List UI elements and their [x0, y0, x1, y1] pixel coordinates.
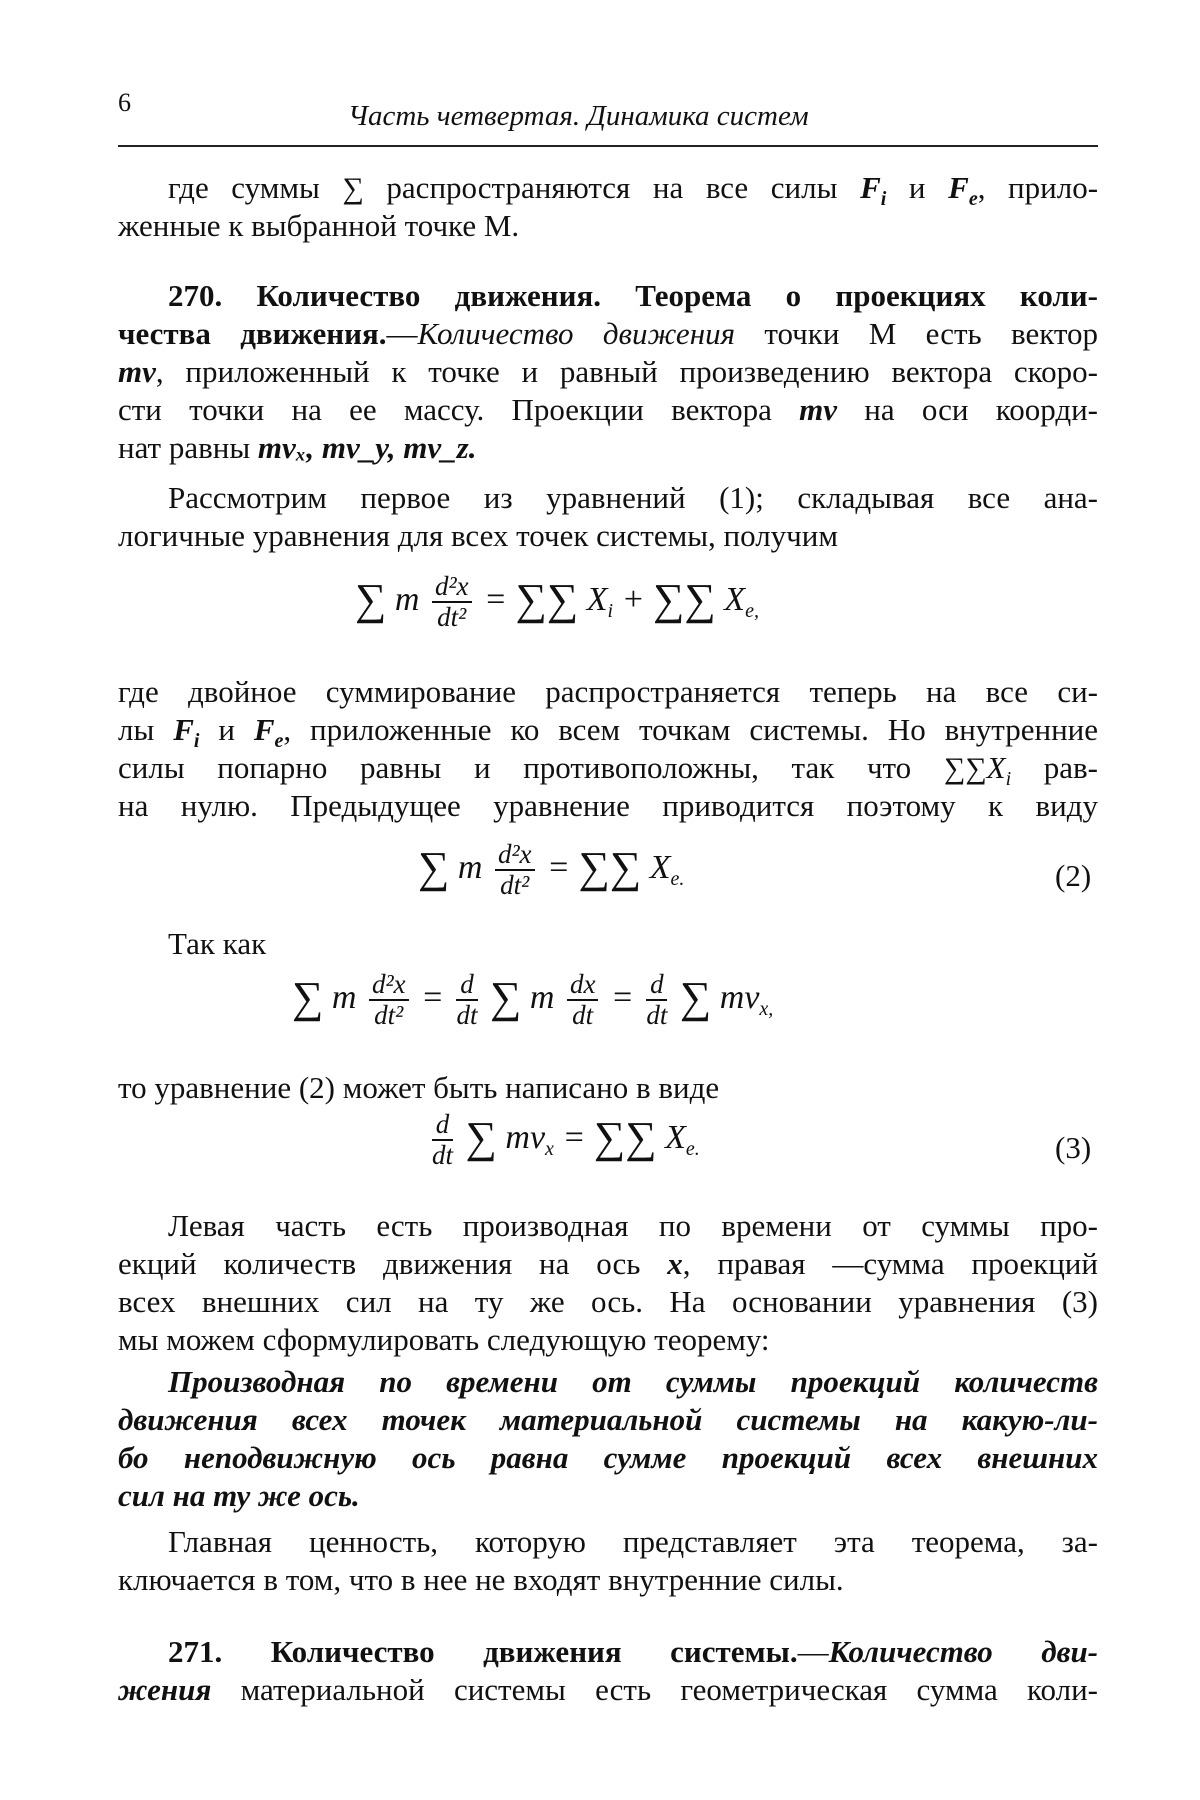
numerator: d²x: [369, 970, 409, 1000]
numerator: d: [432, 1110, 453, 1140]
denominator: dt: [432, 1139, 454, 1170]
symbol: F: [860, 170, 881, 205]
equation-3: [428, 1108, 700, 1198]
force-fe: [253, 712, 284, 752]
sum-symbol: ∑: [578, 843, 610, 892]
subscript: i: [607, 600, 614, 622]
sum-symbol: ∑: [653, 575, 685, 624]
sum-symbol: ∑: [679, 973, 712, 1022]
symbol: m: [394, 581, 420, 618]
text-span: —: [386, 316, 418, 351]
symbol: X: [986, 750, 1006, 785]
symbol: X: [665, 1119, 686, 1156]
text-line: [118, 356, 1098, 387]
equation-2: [418, 838, 684, 928]
text-span: где суммы: [168, 170, 320, 205]
theorem-line: движения всех точек материальной системы на какую-ли-: [118, 1402, 1098, 1437]
subscript: e.: [685, 1138, 700, 1160]
text-span: —: [797, 1634, 829, 1669]
denominator: dt: [572, 999, 594, 1030]
fraction: [646, 970, 667, 1030]
text-span: силы попарно равны и противоположны, так что: [118, 750, 912, 785]
equation-identity: [292, 968, 773, 1058]
numerator: dx: [567, 970, 598, 1000]
text-span: Количество движения: [417, 316, 735, 351]
text-line: [118, 714, 1098, 751]
sum-symbol: ∑: [490, 973, 522, 1022]
symbol: =: [547, 849, 570, 886]
force-fi: [173, 712, 200, 752]
denominator: dt: [456, 999, 478, 1030]
force-fi: [860, 170, 887, 210]
text-line: Левая часть есть производная по времени от суммы про-: [168, 1208, 1098, 1243]
sum-symbol: ∑: [355, 575, 387, 624]
symbol: X: [724, 581, 746, 618]
header-rule: [118, 145, 1098, 147]
text-line: то уравнение (2) может быть написано в виде: [118, 1070, 720, 1105]
sum-symbol: ∑: [465, 1113, 497, 1162]
subscript: e,: [745, 600, 759, 622]
sum-symbol: ∑: [625, 1113, 657, 1162]
text-line: логичные уравнения для всех точек системы, получим: [118, 518, 838, 553]
text-line: женные к выбранной точке М.: [118, 208, 520, 243]
text-span: екций количеств движения на ось: [118, 1246, 641, 1281]
section-270-title: 270. Количество движения. Теорема о проекциях коли-: [168, 278, 1098, 313]
projections: mvₓ, mv_y, mv_z.: [257, 430, 477, 465]
vector-mv: mv: [118, 354, 156, 389]
text-span: , приложенные ко всем точкам системы. Но внутренние: [283, 712, 1099, 747]
sum-symbol: ∑: [943, 752, 966, 785]
fraction: [369, 970, 409, 1030]
numerator: d²x: [495, 840, 535, 870]
subscript: e: [274, 730, 284, 752]
denominator: dt²: [374, 999, 404, 1030]
numerator: d²x: [432, 572, 472, 602]
text-span: и: [218, 712, 235, 747]
equation-sum: [355, 570, 759, 660]
symbol: =: [484, 581, 507, 618]
running-title: Часть четвертая. Динамика систем: [348, 100, 809, 132]
sum-symbol: ∑: [609, 843, 642, 892]
subscript: i: [1005, 768, 1012, 790]
symbol: mv: [505, 1119, 546, 1156]
theorem-line: сил на ту же ось.: [118, 1478, 360, 1513]
fraction: [495, 840, 535, 900]
theorem-line: Производная по времени от суммы проекций количеств: [168, 1364, 1098, 1399]
text-span: сти точки на ее массу. Проекции вектора: [118, 392, 772, 427]
text-span: жения: [118, 1672, 212, 1707]
symbol: mv: [719, 979, 760, 1016]
symbol: X: [586, 581, 608, 618]
symbol: X: [649, 849, 671, 886]
text-line: Рассмотрим первое из уравнений (1); складывая все ана-: [168, 480, 1098, 515]
text-line: [168, 172, 1098, 209]
text-line: [118, 1248, 1098, 1279]
symbol: m: [529, 979, 555, 1016]
subscript: x: [545, 1138, 554, 1160]
text-line: [118, 432, 477, 463]
symbol: F: [948, 170, 969, 205]
text-line: мы можем сформулировать следующую теорему:: [118, 1322, 770, 1357]
symbol: m: [331, 979, 357, 1016]
sum-symbol: ∑: [546, 575, 579, 624]
text-line: [118, 752, 1098, 789]
symbol: m: [457, 849, 483, 886]
text-span: материальной системы есть геометрическая сумма коли-: [211, 1672, 1098, 1707]
double-sum-xi: [943, 750, 1012, 790]
text-line: [118, 394, 1098, 425]
vector-mv: mv: [799, 392, 838, 427]
page-header: [118, 88, 1098, 138]
subscript: e.: [670, 868, 685, 890]
equation-number-3: (3): [1055, 1130, 1092, 1165]
denominator: dt²: [500, 869, 530, 900]
text-line: всех внешних сил на ту же ось. На основании уравнения (3): [118, 1284, 1098, 1319]
numerator: d: [456, 970, 477, 1000]
text-span: лы: [118, 712, 155, 747]
equation-number-2: (2): [1055, 858, 1092, 893]
text-line: Так как: [168, 926, 267, 961]
denominator: dt: [646, 999, 668, 1030]
text-span: , прило-: [977, 170, 1099, 205]
sum-symbol: ∑: [593, 1113, 626, 1162]
text-span: Количество дви-: [828, 1634, 1099, 1669]
text-line: [118, 1674, 1098, 1705]
sum-symbol: ∑: [342, 172, 364, 205]
page-number: 6: [118, 88, 131, 117]
text-line: на нулю. Предыдущее уравнение приводится поэтому к виду: [118, 788, 1098, 823]
sum-symbol: ∑: [965, 752, 987, 785]
text-span: 271. Количество движения системы.: [168, 1634, 798, 1669]
subscript: i: [193, 730, 200, 752]
fraction: [456, 970, 477, 1030]
sum-symbol: ∑: [515, 575, 547, 624]
fraction: [432, 1110, 453, 1170]
axis-x: x: [667, 1246, 683, 1281]
symbol: F: [253, 712, 275, 747]
force-fe: [948, 170, 978, 210]
fraction: [567, 970, 598, 1030]
text-span: чества движения.: [118, 316, 387, 351]
symbol: F: [173, 712, 194, 747]
denominator: dt²: [437, 601, 467, 632]
symbol: =: [562, 1119, 586, 1156]
sum-symbol: ∑: [684, 575, 716, 624]
text-span: точки М есть вектор: [735, 316, 1098, 351]
fraction: [432, 572, 472, 632]
text-line: [118, 318, 1098, 349]
text-span: и: [908, 170, 926, 205]
sum-symbol: ∑: [418, 843, 450, 892]
subscript: x,: [759, 998, 774, 1020]
symbol: =: [421, 979, 444, 1016]
subscript: e: [968, 188, 978, 210]
symbol: +: [621, 581, 645, 618]
subscript: i: [880, 188, 887, 210]
text-span: на оси коорди-: [864, 392, 1098, 427]
symbol: =: [610, 979, 634, 1016]
text-span: , приложенный к точке и равный произведению вектора скоро-: [155, 354, 1098, 389]
text-line: Главная ценность, которую представляет эта теорема, за-: [168, 1524, 1098, 1559]
text-span: рав-: [1043, 750, 1099, 785]
text-line: где двойное суммирование распространяется теперь на все си-: [118, 674, 1098, 709]
theorem-line: бо неподвижную ось равна сумме проекций всех внешних: [118, 1440, 1098, 1475]
text-span: нат равны: [118, 430, 251, 465]
sum-symbol: ∑: [292, 973, 324, 1022]
text-line: ключается в том, что в нее не входят внутренние силы.: [118, 1562, 844, 1597]
section-271-title: [168, 1636, 1098, 1667]
numerator: d: [646, 970, 667, 1000]
text-span: , правая —сумма проекций: [682, 1246, 1098, 1281]
text-span: распространяются на все силы: [386, 170, 838, 205]
